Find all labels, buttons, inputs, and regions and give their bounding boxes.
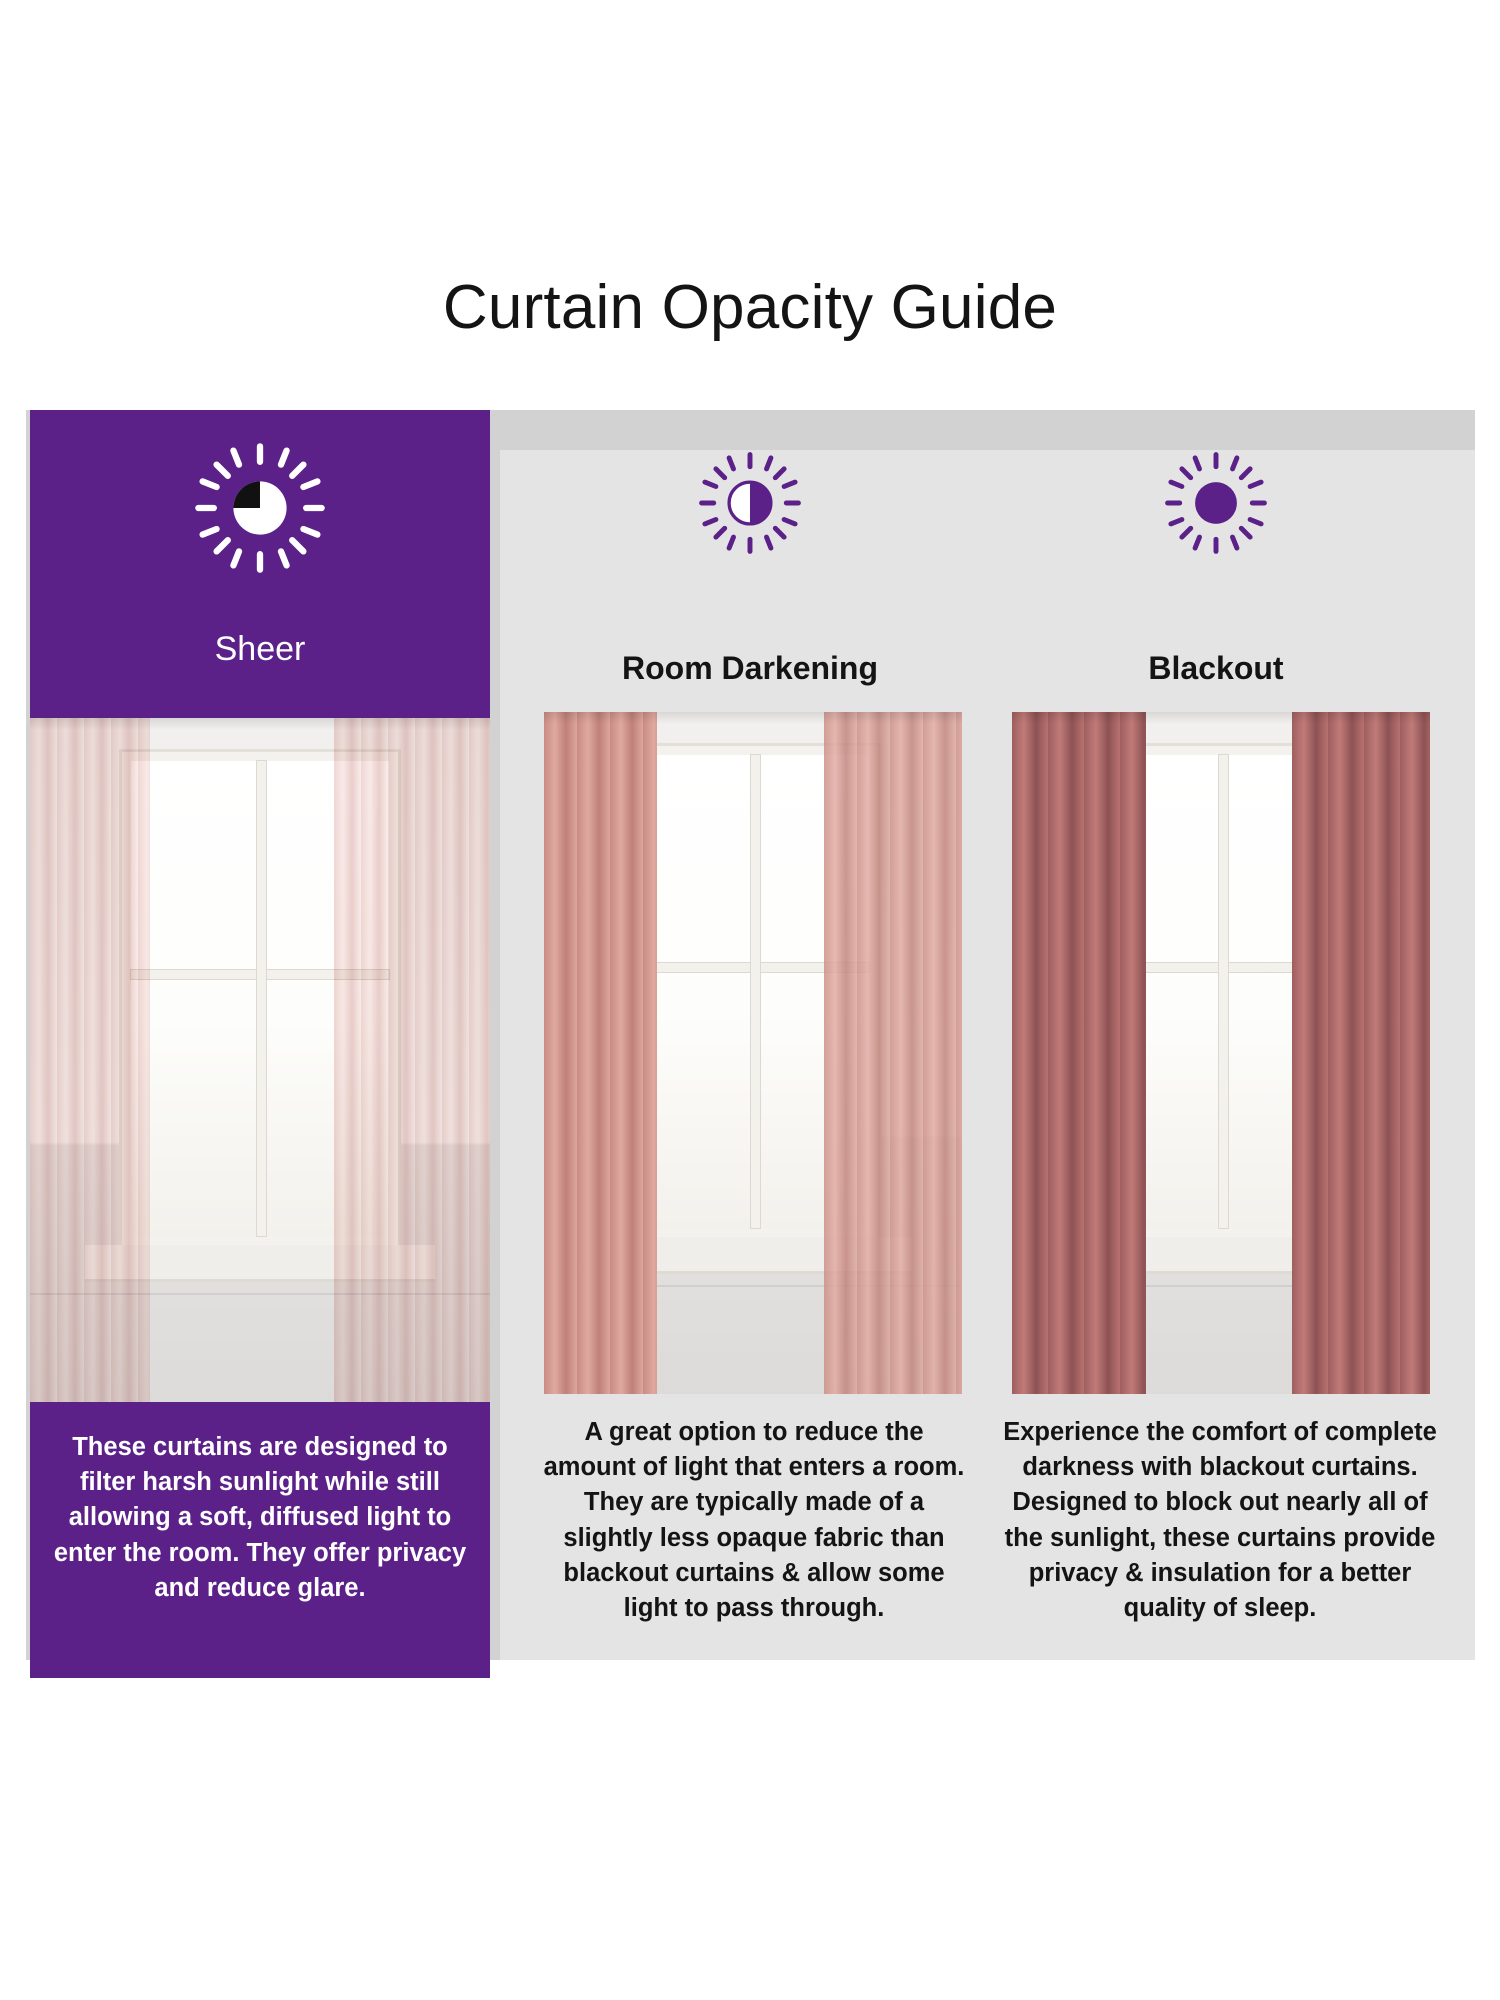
column-label-room-darkening: Room Darkening — [621, 650, 879, 686]
description-sheer: These curtains are designed to filter harsh sunlight while still allowing a soft, diffused light to enter the room. They offer privacy and reduce glare. — [53, 1433, 467, 1602]
photo-room-darkening — [544, 712, 962, 1394]
description-blackout: Experience the comfort of complete darkness with blackout curtains. Designed to block out nearly all of the sunlight, these curtains provide privacy & insulation for a better quality of sleep. — [1003, 1418, 1437, 1622]
description-room-darkening: A great option to reduce the amount of light that enters a room. They are typically made of a slightly less opaque fabric than blackout curtains & allow some light to pass through. — [543, 1418, 965, 1622]
sun-full-filled-icon — [1004, 448, 1428, 558]
sun-half-filled-icon — [538, 448, 962, 558]
photo-sheer — [30, 718, 490, 1402]
photo-blackout — [1012, 712, 1430, 1394]
column-label-blackout: Blackout — [1148, 650, 1284, 686]
column-label-sheer: Sheer — [214, 630, 306, 668]
page-title: Curtain Opacity Guide — [442, 273, 1058, 342]
sun-quarter-filled-icon — [30, 438, 490, 578]
